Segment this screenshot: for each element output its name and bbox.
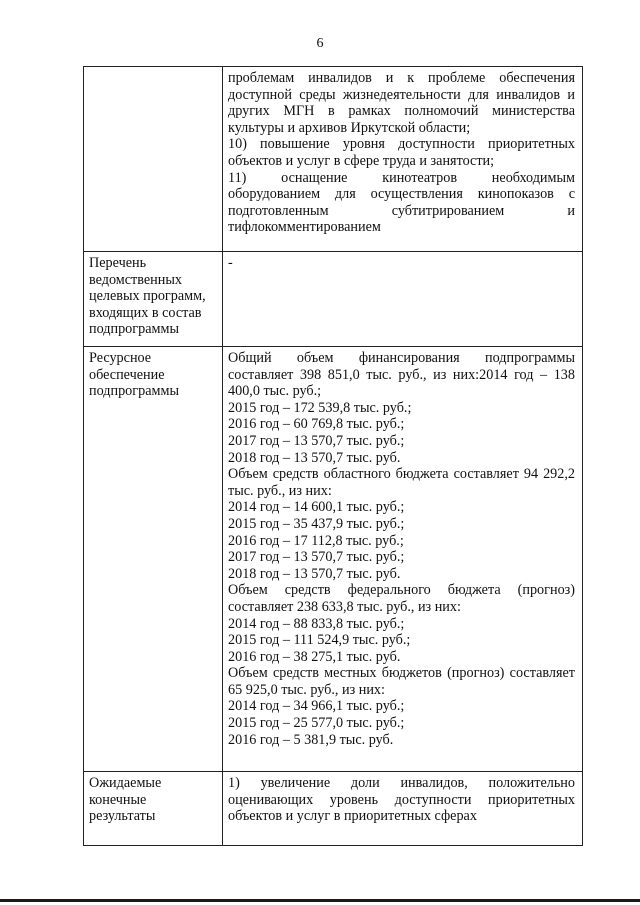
content-line: 2016 год – 38 275,1 тыс. руб. (228, 648, 401, 665)
content-line: 2016 год – 17 112,8 тыс. руб.; (228, 532, 404, 549)
table-row-expected-results (84, 772, 583, 846)
content-line: Объем средств федерального бюджета (прогноз) составляет 238 633,8 тыс. руб., из них: (228, 582, 575, 615)
content-line: Общий объем финансирования подпрограммы составляет 398 851,0 тыс. руб., из них:2014 год – 138 400,0 тыс. руб.; (228, 350, 575, 400)
content-line: 10) повышение уровня доступности приоритетных объектов и услуг в сфере труда и занятости; (228, 136, 575, 169)
row-content (223, 347, 583, 772)
content-line: проблемам инвалидов и к проблеме обеспечения доступной среды жизнедеятельности для инвалидов и других МГН в рамках полномочий министерства культуры и архивов Иркутской области; (228, 70, 575, 136)
content-line: 1) увеличение доли инвалидов, положительно оценивающих уровень доступности приоритетных объектов и услуг в приоритетных сферах (228, 775, 575, 825)
bottom-rule (0, 899, 640, 902)
content-line: 2015 год – 172 539,8 тыс. руб.; (228, 399, 412, 416)
table-row-departmental-programs (84, 252, 583, 347)
row-label: Перечень ведомственных целевых программ, входящих в состав подпрограммы (84, 252, 223, 347)
content-line: 2018 год – 13 570,7 тыс. руб. (228, 565, 401, 582)
content-line: 2015 год – 25 577,0 тыс. руб.; (228, 715, 405, 732)
content-line: Объем средств областного бюджета составляет 94 292,2 тыс. руб., из них: (228, 466, 575, 499)
row-content (223, 252, 583, 347)
content-line: 2016 год – 60 769,8 тыс. руб.; (228, 416, 405, 433)
content-line: Объем средств местных бюджетов (прогноз) составляет 65 925,0 тыс. руб., из них: (228, 665, 575, 698)
content-line: 2018 год – 13 570,7 тыс. руб. (228, 449, 401, 466)
page-number: 6 (316, 36, 324, 51)
content-line: 2015 год – 35 437,9 тыс. руб.; (228, 515, 405, 532)
table-body (84, 67, 583, 846)
row-label: Ресурсное обеспечение подпрограммы (84, 347, 223, 772)
content-line: - (228, 255, 233, 271)
content-line: 2016 год – 5 381,9 тыс. руб. (228, 731, 394, 748)
row-content (223, 772, 583, 846)
table-row-continuation (84, 67, 583, 252)
passport-table (83, 66, 583, 846)
content-line: 2014 год – 34 966,1 тыс. руб.; (228, 698, 405, 715)
row-label (84, 67, 223, 252)
content-line: 2017 год – 13 570,7 тыс. руб.; (228, 549, 405, 566)
row-content (223, 67, 583, 252)
content-line: 2014 год – 14 600,1 тыс. руб.; (228, 499, 405, 516)
row-label: Ожидаемые конечные результаты (84, 772, 223, 846)
content-line: 2014 год – 88 833,8 тыс. руб.; (228, 615, 405, 632)
table-row-resource-provision (84, 347, 583, 772)
content-line: 2017 год – 13 570,7 тыс. руб.; (228, 432, 405, 449)
content-line: 11) оснащение кинотеатров необходимым оборудованием для осуществления кинопоказов с подготовленным субтитрированием и тифлокомментированием (228, 169, 575, 236)
content-line: 2015 год – 111 524,9 тыс. руб.; (228, 632, 411, 649)
